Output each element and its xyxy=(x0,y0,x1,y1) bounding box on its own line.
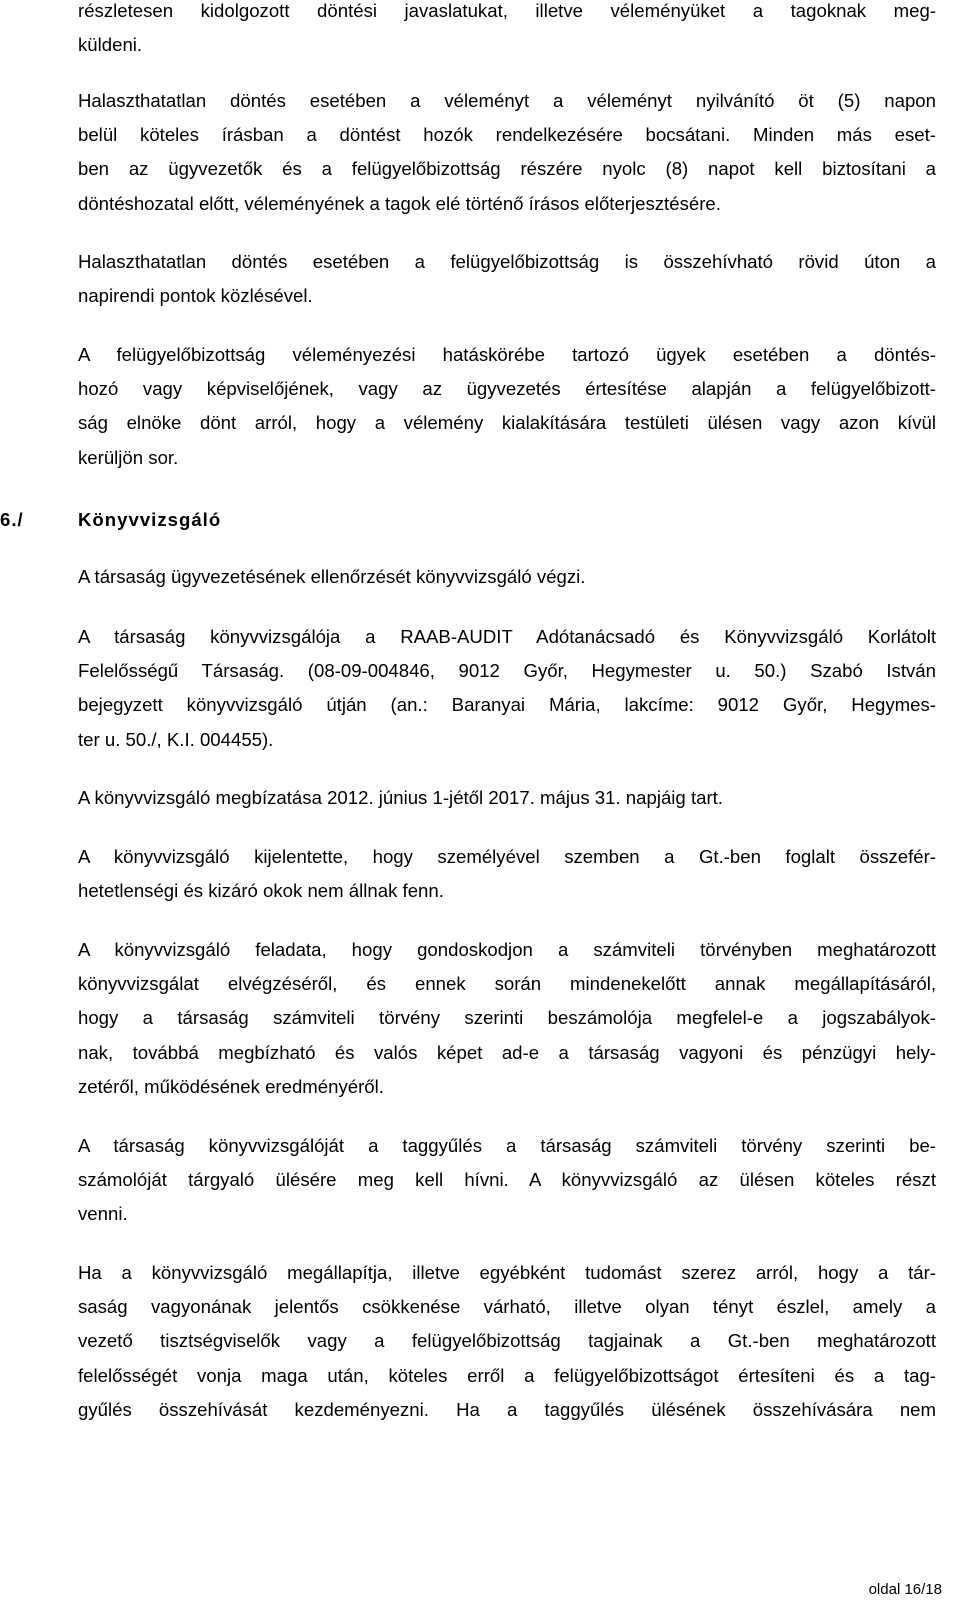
text-line: döntéshozatal előtt, véleményének a tagok elé történő írásos előterjesztésére. xyxy=(78,192,721,214)
text-line: A könyvvizsgáló megbízatása 2012. június 1-jétől 2017. május 31. napjáig tart. xyxy=(78,787,723,808)
text-line: számolóját tárgyaló ülésére meg kell hívni. A könyvvizsgáló az ülésen köteles részt xyxy=(78,1169,936,1191)
text-line: ter u. 50./, K.I. 004455). xyxy=(78,728,274,750)
paragraph xyxy=(78,933,936,1104)
text-line: ben az ügyvezetők és a felügyelőbizottság részére nyolc (8) napot kell biztosítani a xyxy=(78,158,936,180)
text-line: kerüljön sor. xyxy=(78,446,179,468)
text-line: A társaság könyvvizsgálója a RAAB-AUDIT Adótanácsadó és Könyvvizsgáló Korlátolt xyxy=(78,626,936,647)
paragraph xyxy=(78,560,936,594)
text-line: saság vagyonának jelentős csökkenése várható, illetve olyan tényt észlel, amely a xyxy=(78,1296,936,1318)
text-line: hozó vagy képviselőjének, vagy az ügyvezetés értesítése alapján a felügyelőbizott- xyxy=(78,378,936,400)
paragraph xyxy=(78,245,936,313)
text-line: A könyvvizsgáló feladata, hogy gondoskodjon a számviteli törvényben meghatározott xyxy=(78,939,936,960)
paragraph xyxy=(78,338,936,475)
text-line: belül köteles írásban a döntést hozók rendelkezésére bocsátani. Minden más eset- xyxy=(78,124,936,146)
text-line: vezető tisztségviselők vagy a felügyelőbizottság tagjainak a Gt.-ben meghatározott xyxy=(78,1330,936,1352)
text-line: venni. xyxy=(78,1203,128,1225)
text-line: hogy a társaság számviteli törvény szerinti beszámolója megfelel-e a jogszabályok- xyxy=(78,1007,936,1029)
paragraph xyxy=(78,1256,936,1427)
text-line: napirendi pontok közlésével. xyxy=(78,285,313,307)
text-line: felelősségét vonja maga után, köteles erről a felügyelőbizottságot értesíteni és a tag- xyxy=(78,1364,936,1386)
text-line: ság elnöke dönt arról, hogy a vélemény kialakítására testületi ülésen vagy azon kívül xyxy=(78,412,936,434)
text-line: részletesen kidolgozott döntési javaslatukat, illetve véleményüket a tagoknak meg- xyxy=(78,0,936,21)
paragraph xyxy=(78,84,936,221)
paragraph xyxy=(78,781,936,815)
paragraph xyxy=(78,0,936,62)
text-line: A társaság ügyvezetésének ellenőrzését könyvvizsgáló végzi. xyxy=(78,566,586,587)
text-line: Halaszthatatlan döntés esetében a véleményt a véleményt nyilvánító öt (5) napon xyxy=(78,90,936,111)
text-line: könyvvizsgálat elvégzéséről, és ennek során mindenekelőtt annak megállapításáról, xyxy=(78,973,936,995)
text-line: zetéről, működésének eredményéről. xyxy=(78,1075,384,1097)
paragraph xyxy=(78,1129,936,1232)
paragraph xyxy=(78,620,936,757)
text-line: bejegyzett könyvvizsgáló útján (an.: Baranyai Mária, lakcíme: 9012 Győr, Hegymes- xyxy=(78,694,936,716)
text-line: küldeni. xyxy=(78,34,143,56)
text-line: nak, továbbá megbízható és valós képet ad-e a társaság vagyoni és pénzügyi hely- xyxy=(78,1041,936,1063)
text-line: A társaság könyvvizsgálóját a taggyűlés a társaság számviteli törvény szerinti be- xyxy=(78,1135,936,1156)
text-line: Ha a könyvvizsgáló megállapítja, illetve egyébként tudomást szerez arról, hogy a tár- xyxy=(78,1262,936,1283)
text-line: hetetlenségi és kizáró okok nem állnak fenn. xyxy=(78,880,444,902)
paragraph xyxy=(78,840,936,908)
text-line: gyűlés összehívását kezdeményezni. Ha a taggyűlés ülésének összehívására nem xyxy=(78,1398,936,1420)
section-title: Könyvvizsgáló xyxy=(78,509,222,530)
text-line: A könyvvizsgáló kijelentette, hogy személyével szemben a Gt.-ben foglalt összefér- xyxy=(78,846,936,867)
text-line: Felelősségű Társaság. (08-09-004846, 9012 Győr, Hegymester u. 50.) Szabó István xyxy=(78,660,936,682)
page-number: oldal 16/18 xyxy=(868,1581,942,1598)
section-number: 6./ xyxy=(0,509,24,530)
text-line: Halaszthatatlan döntés esetében a felügyelőbizottság is összehívható rövid úton a xyxy=(78,251,936,272)
text-line: A felügyelőbizottság véleményezési hatáskörébe tartozó ügyek esetében a döntés- xyxy=(78,344,936,365)
